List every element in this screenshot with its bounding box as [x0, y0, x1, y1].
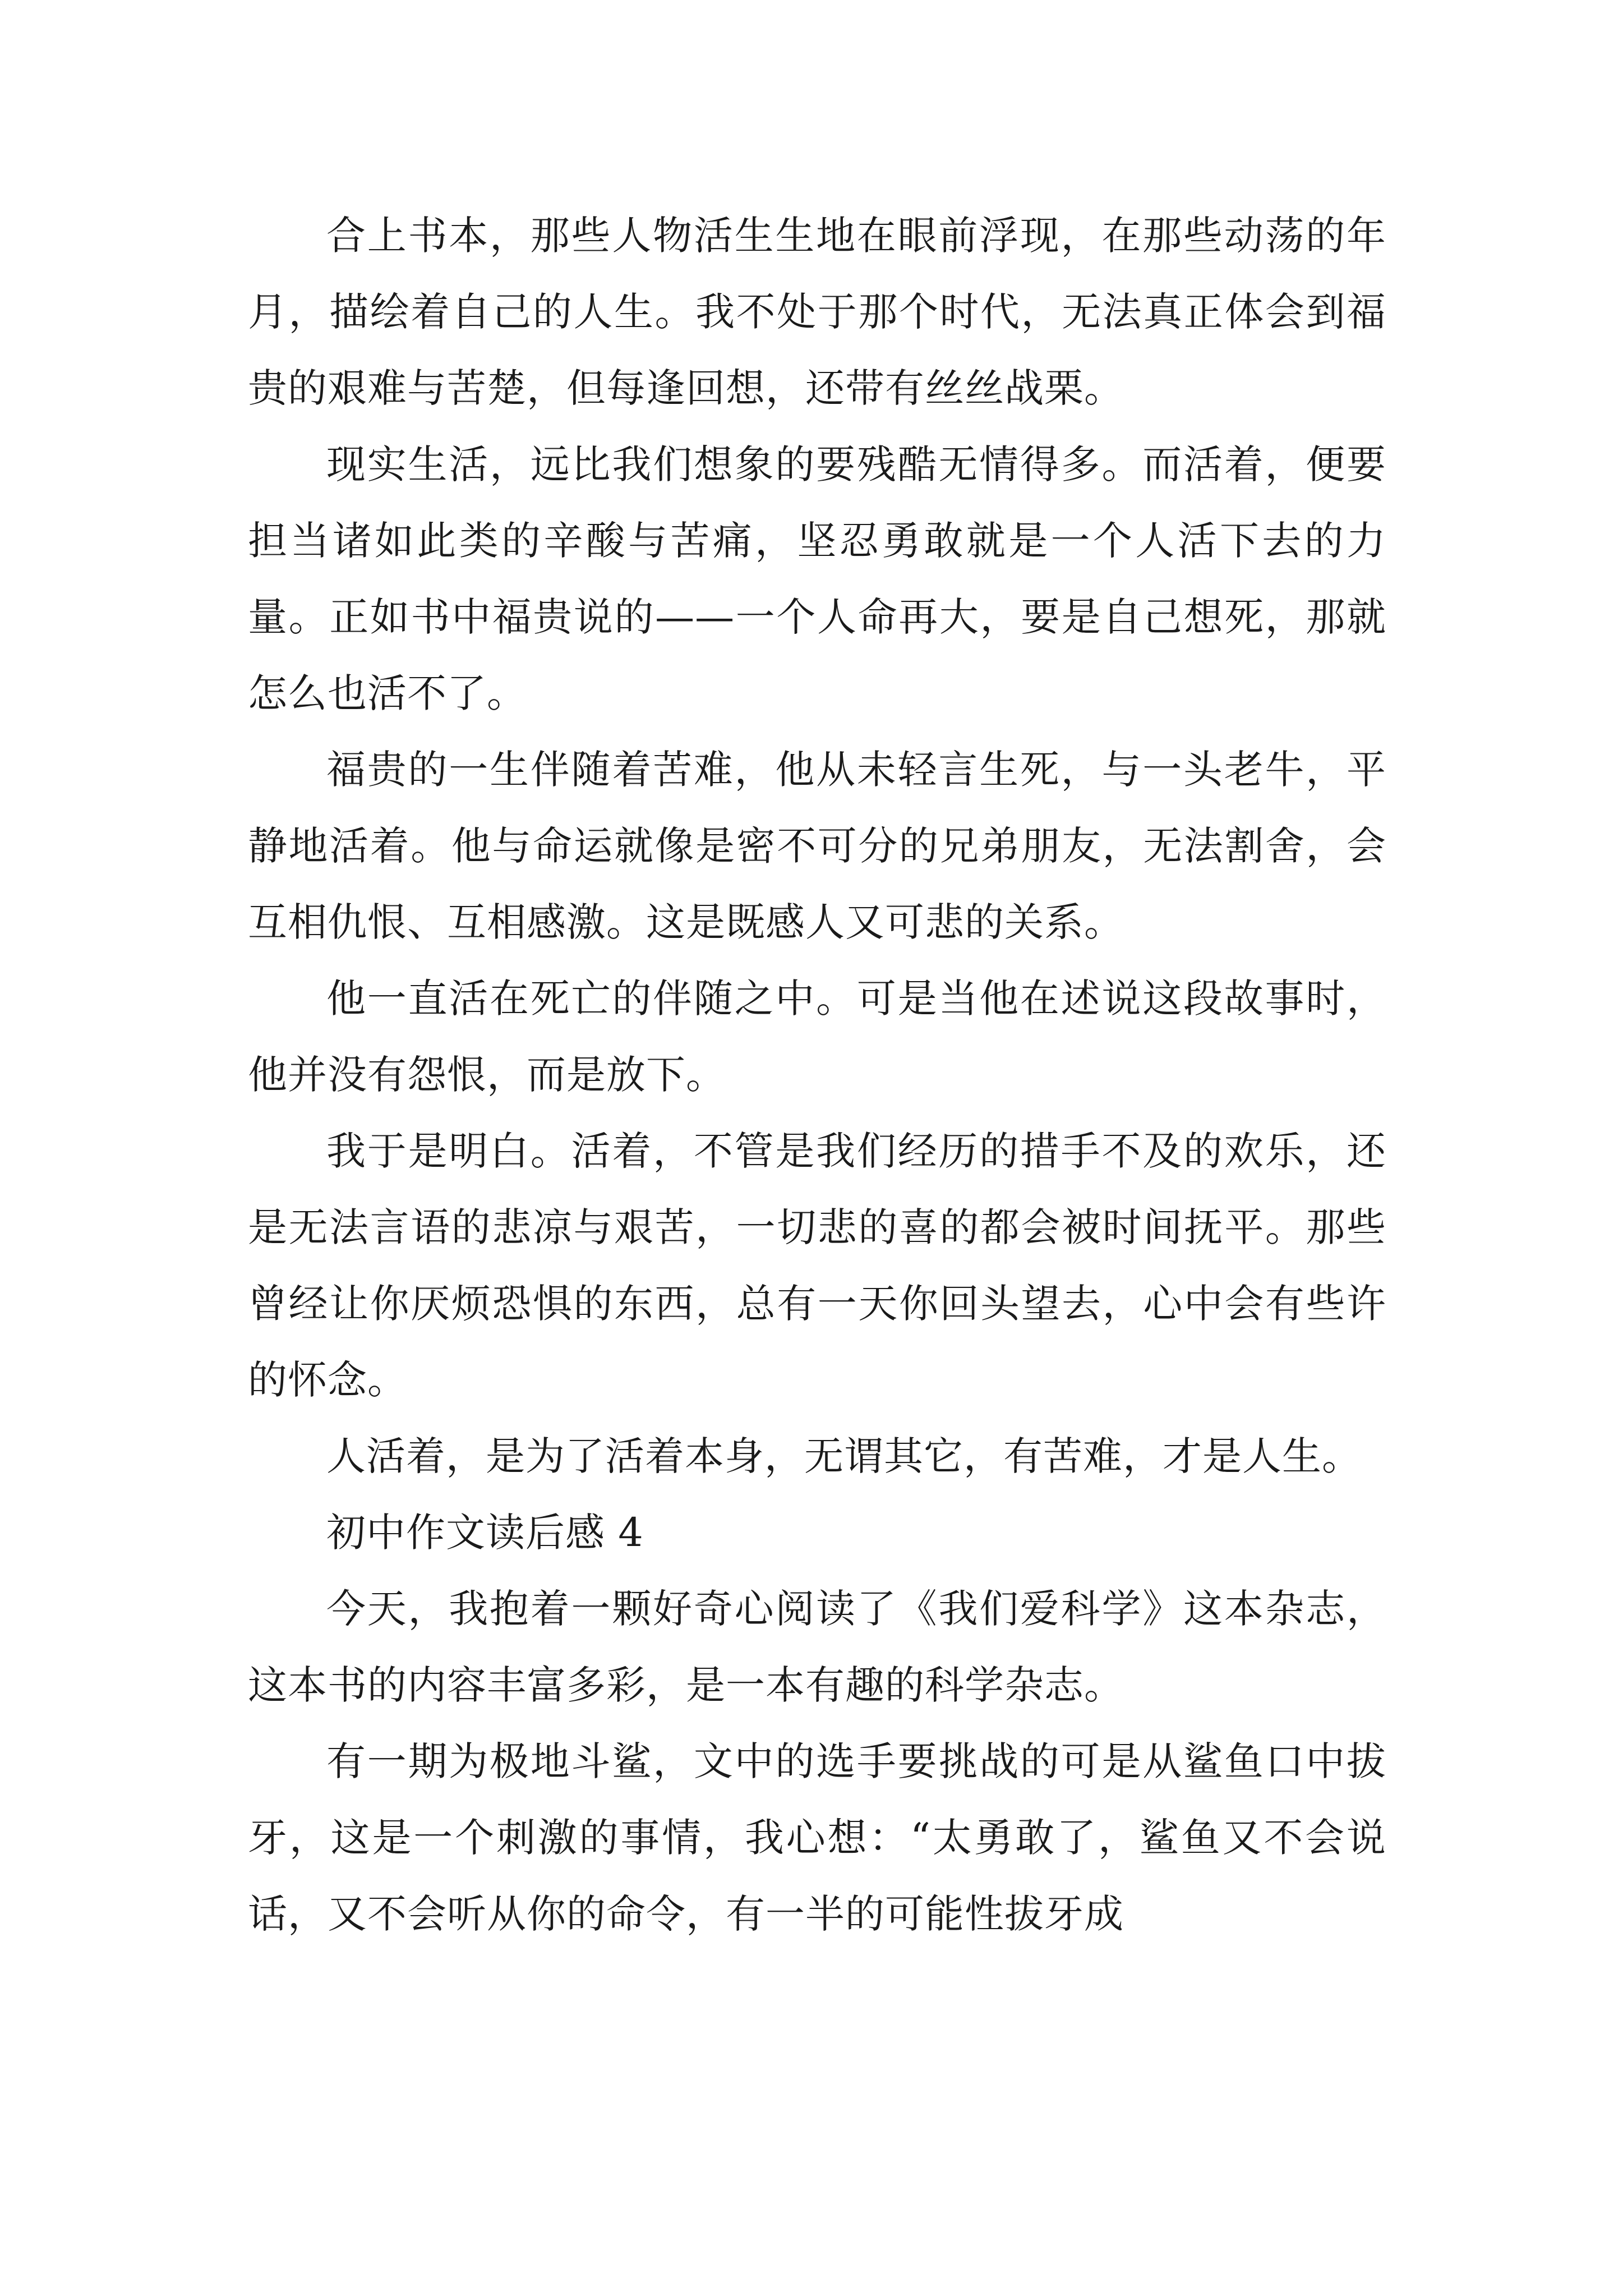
paragraph-1: 合上书本，那些人物活生生地在眼前浮现，在那些动荡的年月，描绘着自己的人生。我不处于那个时代，无法真正体会到福贵的艰难与苦楚，但每逢回想，还带有丝丝战栗。 [248, 213, 1386, 411]
section-paragraph-1: 今天，我抱着一颗好奇心阅读了《我们爱科学》这本杂志，这本书的内容丰富多彩，是一本有趣的科学杂志。 [248, 1586, 1386, 1708]
document-body [248, 197, 1386, 1952]
paragraph-4: 他一直活在死亡的伴随之中。可是当他在述说这段故事时，他并没有怨恨，而是放下。 [248, 976, 1386, 1098]
paragraph-3: 福贵的一生伴随着苦难，他从未轻言生死，与一头老牛，平静地活着。他与命运就像是密不可分的兄弟朋友，无法割舍，会互相仇恨、互相感激。这是既感人又可悲的关系。 [248, 747, 1386, 945]
section-heading: 初中作文读后感 4 [326, 1510, 644, 1556]
paragraph-2: 现实生活，远比我们想象的要残酷无情得多。而活着，便要担当诸如此类的辛酸与苦痛，坚忍勇敢就是一个人活下去的力量。正如书中福贵说的——一个人命再大，要是自己想死，那就怎么也活不了。 [248, 441, 1386, 716]
paragraph-5: 我于是明白。活着，不管是我们经历的措手不及的欢乐，还是无法言语的悲凉与艰苦，一切悲的喜的都会被时间抚平。那些曾经让你厌烦恐惧的东西，总有一天你回头望去，心中会有些许的怀念。 [248, 1128, 1386, 1403]
section-paragraph-2: 有一期为极地斗鲨，文中的选手要挑战的可是从鲨鱼口中拔牙，这是一个刺激的事情，我心想：“太勇敢了，鲨鱼又不会说话，又不会听从你的命令，有一半的可能性拔牙成 [248, 1738, 1386, 1937]
paragraph-6: 人活着，是为了活着本身，无谓其它，有苦难，才是人生。 [326, 1433, 1362, 1479]
